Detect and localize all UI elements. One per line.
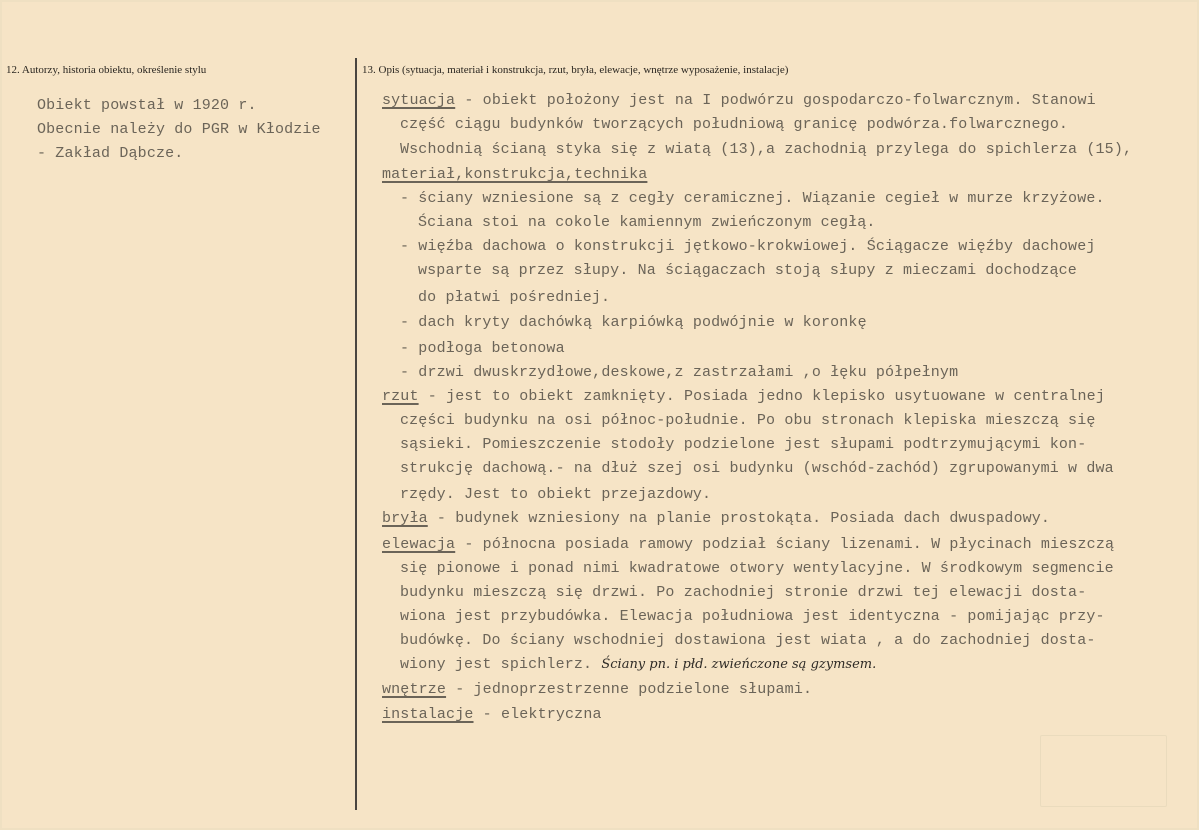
elewacja-label: elewacja — [382, 536, 456, 553]
sytuacja-text: - obiekt położony jest na I podwórzu gospodarczo-folwarcznym. Stanowi — [455, 92, 1096, 109]
wnetrze-text: - jednoprzestrzenne podzielone słupami. — [446, 681, 813, 698]
column-divider — [355, 58, 357, 810]
material-label: materiał,konstrukcja,technika — [382, 166, 648, 183]
sytuacja-line-3: Wschodnią ścianą styka się z wiatą (13),a zachodnią przylega do spichlerza (15), — [400, 141, 1133, 158]
rzut-label: rzut — [382, 388, 419, 405]
handwritten-note: Ściany pn. i płd. zwieńczone są gzymsem. — [601, 657, 877, 672]
material-line-5: do płatwi pośredniej. — [418, 289, 611, 306]
material-line-6: - dach kryty dachówką karpiówką podwójnie w koronkę — [400, 314, 867, 331]
section-12-header: 12. Autorzy, historia obiektu, określenie stylu — [6, 64, 207, 76]
rzut-line-1 — [382, 388, 1105, 405]
sytuacja-label: sytuacja — [382, 92, 456, 109]
instalacje-text: - elektryczna — [473, 706, 602, 723]
history-line-3: - Zakład Dąbcze. — [37, 145, 184, 162]
section-13-header: 13. Opis (sytuacja, materiał i konstrukcja, rzut, bryła, elewacje, wnętrze wyposażenie, instalacje) — [362, 64, 789, 76]
elewacja-line-4: wiona jest przybudówka. Elewacja południowa jest identyczna - pomijając przy- — [400, 608, 1105, 625]
elewacja-line-2: się pionowe i ponad nimi kwadratowe otwory wentylacyjne. W środkowym segmencie — [400, 560, 1114, 577]
bryla-label: bryła — [382, 510, 428, 527]
material-line-7: - podłoga betonowa — [400, 340, 565, 357]
material-line-1: - ściany wzniesione są z cegły ceramicznej. Wiązanie cegieł w murze krzyżowe. — [400, 190, 1105, 207]
sytuacja-line-1 — [382, 92, 1096, 109]
elewacja-line-1 — [382, 536, 1114, 553]
instalacje-line-1 — [382, 706, 602, 723]
material-line-2: Ściana stoi na cokole kamiennym zwieńczonym cegłą. — [418, 214, 876, 231]
sytuacja-line-2: część ciągu budynków tworzących południową granicę podwórza.folwarcznego. — [400, 116, 1069, 133]
material-line-3: - więźba dachowa o konstrukcji jętkowo-krokwiowej. Ściągacze więźby dachowej — [400, 238, 1096, 255]
history-line-2: Obecnie należy do PGR w Kłodzie — [37, 121, 321, 138]
elewacja-last-typed: wiony jest spichlerz. — [400, 656, 602, 673]
elewacja-line-3: budynku mieszczą się drzwi. Po zachodniej stronie drzwi tej elewacji dosta- — [400, 584, 1087, 601]
faint-stamp-area — [1040, 735, 1167, 807]
wnetrze-label: wnętrze — [382, 681, 447, 698]
material-line-8: - drzwi dwuskrzydłowe,deskowe,z zastrzałami ,o łęku półpełnym — [400, 364, 959, 381]
rzut-line-5: rzędy. Jest to obiekt przejazdowy. — [400, 486, 712, 503]
rzut-text: - jest to obiekt zamknięty. Posiada jedno klepisko usytuowane w centralnej — [418, 388, 1105, 405]
rzut-line-2: części budynku na osi północ-południe. Po obu stronach klepiska mieszczą się — [400, 412, 1096, 429]
rzut-line-4: strukcję dachową.- na dłuż szej osi budynku (wschód-zachód) zgrupowanymi w dwa — [400, 460, 1114, 477]
material-line-4: wsparte są przez słupy. Na ściągaczach stoją słupy z mieczami dochodzące — [418, 262, 1077, 279]
bryla-text: - budynek wzniesiony na planie prostokąta. Posiada dach dwuspadowy. — [427, 510, 1051, 527]
bryla-line-1 — [382, 510, 1050, 527]
elewacja-text: - północna posiada ramowy podział ściany lizenami. W płycinach mieszczą — [455, 536, 1115, 553]
history-line-1: Obiekt powstał w 1920 r. — [37, 97, 257, 114]
instalacje-label: instalacje — [382, 706, 474, 723]
elewacja-line-6 — [400, 656, 876, 673]
elewacja-line-5: budówkę. Do ściany wschodniej dostawiona jest wiata , a do zachodniej dosta- — [400, 632, 1096, 649]
rzut-line-3: sąsieki. Pomieszczenie stodoły podzielone jest słupami podtrzymującymi kon- — [400, 436, 1087, 453]
material-heading — [382, 166, 647, 183]
wnetrze-line-1 — [382, 681, 812, 698]
